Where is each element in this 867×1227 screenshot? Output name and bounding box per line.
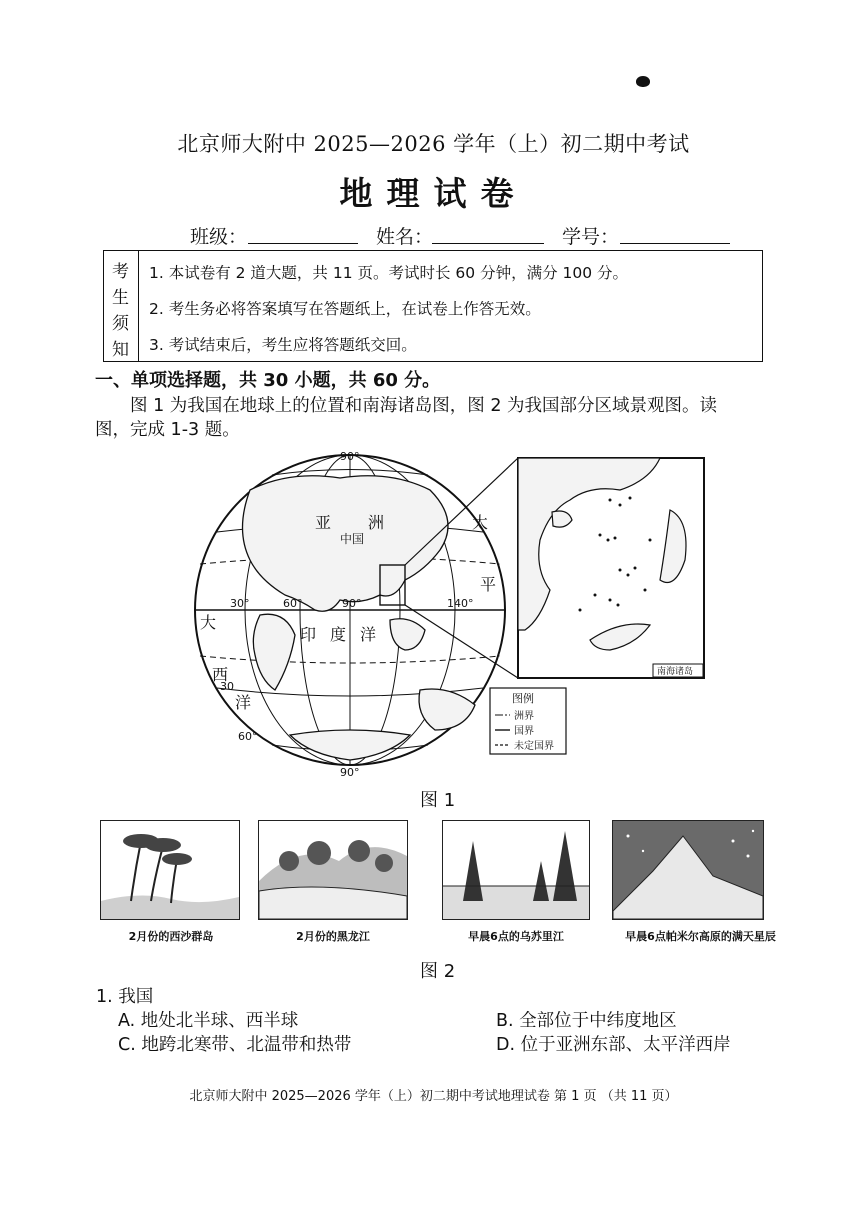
photo-caption: 2月份的西沙群岛 — [128, 930, 214, 943]
notice-side-label — [104, 251, 139, 361]
pacific-label: 太 — [472, 513, 489, 532]
notice-char: 考 — [112, 262, 129, 282]
option-c[interactable]: C. 地跨北寒带、北温带和热带 — [118, 1035, 352, 1055]
photo-caption: 早晨6点的乌苏里江 — [468, 930, 564, 943]
lon-label: 60° — [283, 597, 303, 610]
id-field[interactable] — [620, 243, 730, 244]
option-b[interactable]: B. 全部位于中纬度地区 — [496, 1011, 677, 1031]
indian-ocean-label: 印 — [300, 625, 317, 644]
notice-item: 3. 考试结束后，考生应将答题纸交回。 — [149, 336, 417, 354]
name-field[interactable] — [432, 243, 544, 244]
notice-item: 2. 考生务必将答案填写在答题纸上，在试卷上作答无效。 — [149, 300, 541, 318]
intro-line: 图 1 为我国在地球上的位置和南海诸岛图，图 2 为我国部分区域景观图。读 — [130, 396, 718, 416]
lat-label: 30 — [220, 680, 234, 693]
atlantic-label: 西 — [212, 665, 229, 684]
id-label: 学号： — [562, 226, 620, 248]
pacific-label: 平 — [480, 575, 497, 594]
exam-title: 北京师大附中 2025—2026 学年（上）初二期中考试 — [177, 132, 690, 156]
china-label: 中国 — [340, 532, 365, 546]
subject-title: 地理试卷 — [339, 174, 528, 213]
lon-label: 90° — [342, 597, 362, 610]
photo-heilongjiang — [258, 820, 408, 920]
intro-line: 图，完成 1-3 题。 — [95, 420, 240, 440]
legend-item: 国界 — [514, 726, 534, 737]
asia-label: 亚 — [315, 513, 332, 532]
lon-label: 140° — [447, 597, 474, 610]
notice-char: 知 — [112, 340, 129, 360]
figure1-label: 图 1 — [420, 790, 456, 811]
photo-wusulijiang — [442, 820, 590, 920]
asia-label: 洲 — [368, 513, 385, 532]
lat-label: 60° — [238, 730, 258, 743]
lat-label: 90° — [340, 766, 360, 779]
lat-label: 90° — [340, 450, 360, 463]
legend-title: 图例 — [512, 692, 534, 705]
notice-item: 1. 本试卷有 2 道大题，共 11 页。考试时长 60 分钟，满分 100 分。 — [149, 264, 629, 282]
indian-ocean-label: 洋 — [360, 625, 377, 644]
student-info-row — [190, 222, 750, 250]
scan-mark — [636, 76, 650, 87]
option-d[interactable]: D. 位于亚洲东部、太平洋西岸 — [496, 1035, 731, 1055]
legend-item: 未定国界 — [514, 741, 554, 752]
legend-item: 洲界 — [514, 711, 534, 722]
class-label: 班级： — [190, 226, 248, 248]
section-heading: 一、单项选择题，共 30 小题，共 60 分。 — [95, 370, 441, 391]
indian-ocean-label: 度 — [330, 625, 347, 644]
notice-char: 生 — [112, 288, 129, 308]
figure1-map — [190, 450, 710, 780]
page-footer: 北京师大附中 2025—2026 学年（上）初二期中考试地理试卷 第 1 页 （共 11 页） — [189, 1089, 678, 1104]
exam-notice-box — [103, 250, 763, 362]
atlantic-label: 洋 — [235, 693, 252, 712]
atlantic-label: 大 — [200, 613, 217, 632]
name-label: 姓名： — [376, 226, 434, 248]
photo-caption: 早晨6点帕米尔高原的满天星辰 — [625, 930, 776, 943]
option-a[interactable]: A. 地处北半球、西半球 — [118, 1011, 299, 1031]
question-stem: 1. 我国 — [96, 987, 154, 1007]
notice-char: 须 — [112, 314, 129, 334]
inset-label: 南海诸岛 — [657, 667, 694, 677]
photo-pamir — [612, 820, 764, 920]
figure2-label: 图 2 — [420, 961, 456, 982]
photo-xisha — [100, 820, 240, 920]
photo-caption: 2月份的黑龙江 — [296, 930, 370, 943]
lon-label: 30° — [230, 597, 250, 610]
class-field[interactable] — [248, 243, 358, 244]
